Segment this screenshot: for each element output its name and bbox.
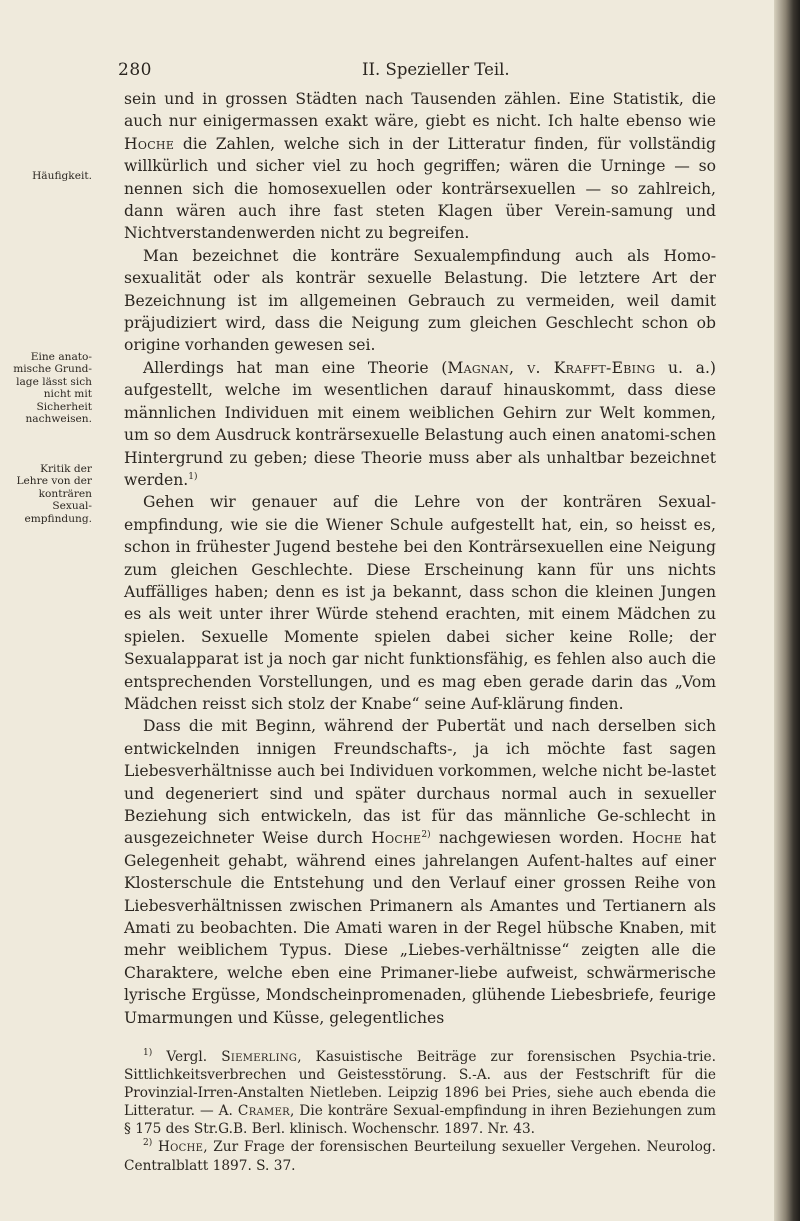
author-name: Siemerling [221, 1049, 298, 1065]
margin-note-kritik [4, 463, 92, 525]
text-run: die Zahlen, welche sich in der Litteratur finden, für vollständig willkürlich und sicher viel zu hoch gegriffen; wären die Urninge — so nennen sich die homosexuellen oder konträrsexuellen — so zahlreich, dann wären auch ihre fast steten Klagen über Verein-samung und Nichtverstandenwerden nicht zu begreifen. [124, 134, 716, 243]
author-name: Hoche [631, 829, 683, 848]
margin-note-line: Lehre von der [16, 475, 92, 488]
text-run: sein und in grossen Städten nach Tausenden zählen. Eine Statistik, die auch nur einigermassen exakt wäre, giebt es nicht. Ich halte ebenso wie [124, 90, 716, 131]
paragraph-5 [124, 715, 716, 1029]
margin-note-line: Kritik der [40, 463, 92, 475]
page-number: 280 [118, 60, 152, 80]
text-run: u. a.) aufgestellt, welche im wesentlichen darauf hinauskommt, dass diese männlichen Individuen mit einem weiblichen Gehirn zur Welt kommen, um so dem Ausdruck konträrsexuelle Belastung auch einen anatomi-schen Hintergrund zu geben; diese Theorie muss aber als unhaltbar bezeichnet werden. [124, 358, 716, 489]
margin-note-line: mische Grund- [13, 363, 92, 376]
footnote-marker: 1) [143, 1048, 153, 1058]
margin-note-line: nachweisen. [25, 413, 92, 426]
author-name: Cramer [237, 1103, 291, 1120]
margin-note-line: Sicherheit [36, 400, 92, 413]
margin-note-line: Häufigkeit. [32, 170, 92, 182]
footnotes [124, 1048, 716, 1175]
running-title: II. Spezieller Teil. [362, 60, 510, 79]
margin-note-line: empfindung. [24, 512, 92, 525]
footnote-1 [124, 1048, 716, 1138]
paragraph-3 [124, 357, 716, 491]
footnote-ref[interactable]: 2) [421, 830, 431, 841]
margin-note-haeufigkeit [4, 170, 92, 182]
text-run: Dass die mit Beginn, während der Pubertät und nach derselben sich entwickelnden innigen Freundschafts-, ja ich möchte fast sagen Liebesverhältnisse auch bei Individuen vorkommen, welche nicht be-lastet und degeneriert sind und später durchaus normal auch in sexueller Beziehung sich entwickeln, das ist für das männliche Ge-schlecht in ausgezeichneter Weise durch [124, 717, 716, 848]
margin-note-line: Eine anato- [30, 351, 92, 363]
margin-note-line: nicht mit [43, 388, 92, 401]
paragraph-1 [124, 88, 716, 245]
page-edge-shadow [774, 0, 800, 1221]
margin-note-line: Sexual- [52, 500, 92, 513]
text-run: Vergl. [152, 1049, 222, 1065]
margin-note-anatomische-grundlage [4, 351, 92, 425]
margin-note-line: lage lässt sich [16, 375, 92, 388]
text-run: , Die konträre Sexual-empfindung in ihren Beziehungen zum § 175 des Str.G.B. Berl. klinisch. Wochenschr. 1897. Nr. 43. [124, 1103, 716, 1138]
text-run: hat Gelegenheit gehabt, während eines jahrelangen Aufent-haltes auf einer Klosterschule die Entstehung und den Verlauf einer grossen Reihe von Liebesverhältnissen zwischen Primanern als Amantes und Tertianern als Amati zu beobachten. Die Amati waren in der Regel hübsche Knaben, mit mehr weiblichem Typus. Diese „Liebes-verhältnisse“ zeigten alle die Charaktere, welche eben eine Primaner-liebe aufweist, schwärmerische lyrische Ergüsse, Mondscheinpromenaden, glühende Liebesbriefe, feurige Umarmungen und Küsse, gelegentliches [124, 829, 716, 1027]
author-name: Hoche [371, 829, 422, 848]
author-names: Magnan, v. Krafft-Ebing [447, 358, 656, 377]
footnote-2 [124, 1138, 716, 1174]
author-name: Hoche [157, 1139, 204, 1156]
author-name: Hoche [124, 134, 175, 153]
footnote-marker: 2) [143, 1138, 153, 1149]
paragraph-4: Gehen wir genauer auf die Lehre von der konträren Sexual-empfindung, wie sie die Wiener Schule aufgestellt hat, ein, so heisst es, schon in frühester Jugend bestehe bei den Konträrsexuellen eine Neigung zum gleichen Geschlechte. Diese Erscheinung kann für uns nichts Auffälliges haben; denn es ist ja bekannt, dass schon die kleinen Jungen es als weit unter ihrer Würde stehend erachten, mit einem Mädchen zu spielen. Sexuelle Momente spielen dabei sicher keine Rolle; der Sexualapparat ist ja noch gar nicht funktionsfähig, es fehlen also auch die entsprechenden Vorstellungen, und es mag eben gerade darin das „Vom Mädchen reisst sich stolz der Knabe“ seine Auf-klärung finden. [124, 493, 716, 713]
footnote-ref[interactable]: 1) [188, 471, 198, 482]
text-run: , Kasuistische Beiträge zur forensischen Psychia-trie. Sittlichkeitsverbrechen und Geistesstörung. S.-A. aus der Festschrift für die Provinzial-Irren-Anstalten Nietleben. Leipzig 1896 bei Pries, siehe auch ebenda die Litteratur. — A. [124, 1049, 716, 1120]
paragraph-2: Man bezeichnet die konträre Sexualempfindung auch als Homo-sexualität oder als konträr sexuelle Belastung. Die letztere Art der Bezeichnung ist im allgemeinen Gebrauch zu vermeiden, weil damit präjudiziert wird, dass die Neigung zum gleichen Geschlecht schon ob origine vorhanden gewesen sei. [124, 246, 716, 355]
margin-note-line: konträren [38, 487, 92, 500]
text-run: , Zur Frage der forensischen Beurteilung sexueller Vergehen. Neurolog. Centralblatt 1897. S. 37. [124, 1139, 716, 1174]
text-run: nachgewiesen worden. [430, 829, 632, 848]
body-text [124, 88, 716, 1029]
text-run: Allerdings hat man eine Theorie ( [143, 358, 448, 377]
